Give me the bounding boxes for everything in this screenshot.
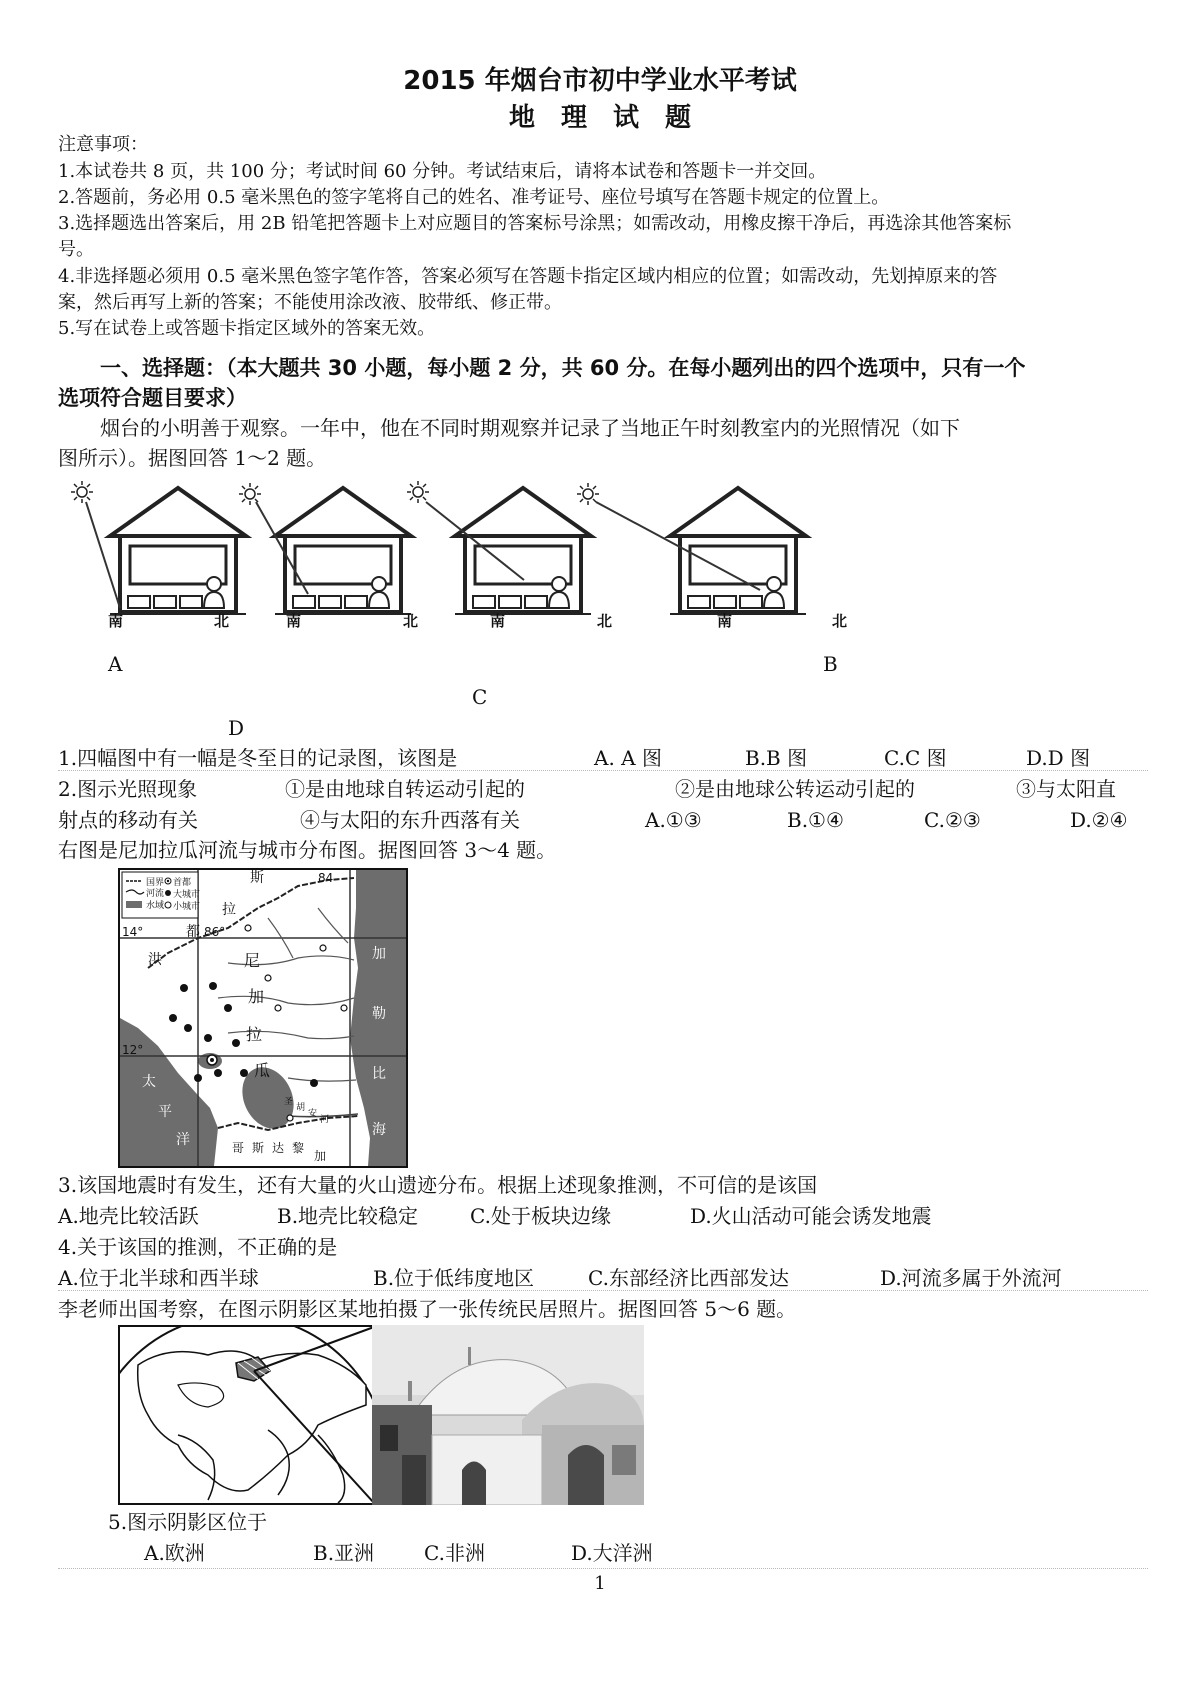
intro-q3-4: 右图是尼加拉瓜河流与城市分布图。据图回答 3～4 题。: [58, 838, 557, 862]
note-item: 案，然后再写上新的答案；不能使用涂改液、胶带纸、修正带。: [58, 292, 562, 313]
q4-option-b: B.位于低纬度地区: [373, 1266, 535, 1290]
map-coord-label: 12°: [122, 1043, 144, 1057]
map-label: 加: [248, 987, 265, 1006]
dwelling-photo: [372, 1325, 644, 1505]
map-label: 海: [372, 1122, 386, 1138]
south-label: 南: [286, 612, 302, 630]
notes-heading: 注意事项：: [58, 134, 148, 155]
map-label: 河: [320, 1115, 330, 1125]
north-label: 北: [214, 612, 230, 630]
map-label: 勒: [372, 1006, 386, 1022]
q1-option-b: B.B 图: [745, 746, 808, 770]
figure-label-a: A: [108, 652, 123, 676]
house-b: [275, 488, 411, 614]
q2-option-b: B.①④: [787, 808, 844, 832]
intro-q5-6: 李老师出国考察，在图示阴影区某地拍摄了一张传统民居照片。据图回答 5～6 题。: [58, 1297, 797, 1321]
map-legend-item: 国界: [146, 878, 165, 888]
q3-option-d: D.火山活动可能会诱发地震: [690, 1204, 932, 1228]
south-label: 南: [490, 612, 506, 630]
house-c: [455, 488, 591, 614]
house-a: [110, 488, 246, 614]
q3-option-c: C.处于板块边缘: [470, 1204, 611, 1228]
map-label: 达: [272, 1141, 285, 1155]
q5-option-b: B.亚洲: [313, 1541, 375, 1565]
map-legend-item: 小城市: [173, 902, 201, 912]
q2-statement-3: ③与太阳直: [1016, 777, 1116, 801]
map-label: 加: [372, 946, 386, 962]
south-label: 南: [717, 612, 733, 630]
exam-subtitle: 地 理 试 题: [508, 103, 691, 133]
map-label: 瓜: [254, 1061, 271, 1080]
note-item: 5.写在试卷上或答题卡指定区域外的答案无效。: [58, 318, 436, 339]
intro-q1-2: 烟台的小明善于观察。一年中，他在不同时期观察并记录了当地正午时刻教室内的光照情况（如下: [100, 416, 960, 440]
q4-option-c: C.东部经济比西部发达: [588, 1266, 789, 1290]
map-label: 洪: [148, 952, 162, 968]
north-label: 北: [597, 612, 613, 630]
map-legend-item: 河流: [146, 889, 165, 899]
q5-stem: 5.图示阴影区位于: [108, 1510, 268, 1534]
q3-stem: 3.该国地震时有发生，还有大量的火山遗迹分布。根据上述现象推测，不可信的是该国: [58, 1173, 818, 1197]
map-label: 黎: [292, 1141, 305, 1155]
q3-option-b: B.地壳比较稳定: [277, 1204, 419, 1228]
q3-option-a: A.地壳比较活跃: [58, 1204, 199, 1228]
map-label: 斯: [250, 870, 264, 886]
divider: [58, 1290, 1148, 1291]
q4-option-d: D.河流多属于外流河: [880, 1266, 1062, 1290]
map-label: 比: [372, 1066, 386, 1082]
map-label: 安: [308, 1109, 318, 1119]
house-d: [670, 488, 806, 614]
q2-statement-3-cont: 射点的移动有关: [58, 808, 198, 832]
q1-option-a: A. A 图: [594, 746, 662, 770]
q2-option-a: A.①③: [645, 808, 702, 832]
q1-option-d: D.D 图: [1026, 746, 1091, 770]
globe-map: [118, 1325, 374, 1505]
q1-option-c: C.C 图: [884, 746, 947, 770]
q5-option-c: C.非洲: [424, 1541, 485, 1565]
note-item: 1.本试卷共 8 页，共 100 分；考试时间 60 分钟。考试结束后，请将本试卷和答题卡一并交回。: [58, 161, 827, 182]
q2-statement-2: ②是由地球公转运动引起的: [675, 777, 915, 801]
map-label: 太: [142, 1074, 156, 1090]
map-coord-label: 14°: [122, 925, 144, 939]
map-label: 洋: [176, 1132, 190, 1148]
nicaragua-map: [118, 868, 408, 1168]
map-label: 圣: [284, 1097, 294, 1107]
q2-option-c: C.②③: [924, 808, 981, 832]
note-item: 3.选择题选出答案后，用 2B 铅笔把答题卡上对应题目的答案标号涂黑；如需改动，用橡皮擦干净后，再选涂其他答案标: [58, 213, 1012, 234]
map-label: 拉: [246, 1025, 263, 1044]
map-label: 尼: [244, 951, 261, 970]
south-label: 南: [108, 612, 124, 630]
map-label: 加: [314, 1149, 327, 1163]
map-label: 哥: [232, 1141, 245, 1155]
q1-stem: 1.四幅图中有一幅是冬至日的记录图，该图是: [58, 746, 458, 770]
q2-option-d: D.②④: [1070, 808, 1128, 832]
figure-label-c: C: [472, 685, 488, 709]
page-number: 1: [594, 1573, 606, 1594]
map-coord-label: 86°: [204, 925, 226, 939]
q4-option-a: A.位于北半球和西半球: [58, 1266, 259, 1290]
map-label: 斯: [252, 1141, 265, 1155]
figure-label-d: D: [228, 716, 245, 740]
exam-title: 2015 年烟台市初中学业水平考试: [403, 66, 797, 96]
map-legend-item: 首都: [173, 878, 192, 888]
map-coord-label: 84: [318, 871, 334, 885]
note-item: 号。: [58, 239, 94, 260]
q2-statement-1: ①是由地球自转运动引起的: [285, 777, 525, 801]
map-legend-item: 大城市: [173, 890, 201, 900]
map-label: 拉: [222, 902, 236, 918]
q2-statement-4: ④与太阳的东升西落有关: [300, 808, 520, 832]
q2-stem: 2.图示光照现象: [58, 777, 198, 801]
map-label: 胡: [296, 1103, 306, 1113]
figure-label-b: B: [823, 652, 838, 676]
q5-option-a: A.欧洲: [144, 1541, 205, 1565]
divider: [58, 770, 1148, 771]
q4-stem: 4.关于该国的推测，不正确的是: [58, 1235, 338, 1259]
intro-q1-2-cont: 图所示）。据图回答 1～2 题。: [58, 446, 327, 470]
section-heading: 一、选择题：（本大题共 30 小题，每小题 2 分，共 60 分。在每小题列出的四个选项中，只有一个: [100, 356, 1026, 380]
map-label: 平: [158, 1104, 172, 1120]
q5-option-d: D.大洋洲: [571, 1541, 653, 1565]
map-label: 都: [186, 924, 200, 940]
north-label: 北: [832, 612, 848, 630]
note-item: 2.答题前，务必用 0.5 毫米黑色的签字笔将自己的姓名、准考证号、座位号填写在答题卡规定的位置上。: [58, 187, 890, 208]
north-label: 北: [403, 612, 419, 630]
classroom-sunlight-figure: [70, 480, 870, 640]
note-item: 4.非选择题必须用 0.5 毫米黑色签字笔作答，答案必须写在答题卡指定区域内相应的位置；如需改动，先划掉原来的答: [58, 266, 998, 287]
divider: [58, 1568, 1148, 1569]
map-legend-item: 水域: [146, 901, 165, 911]
section-heading-cont: 选项符合题目要求）: [58, 386, 247, 410]
